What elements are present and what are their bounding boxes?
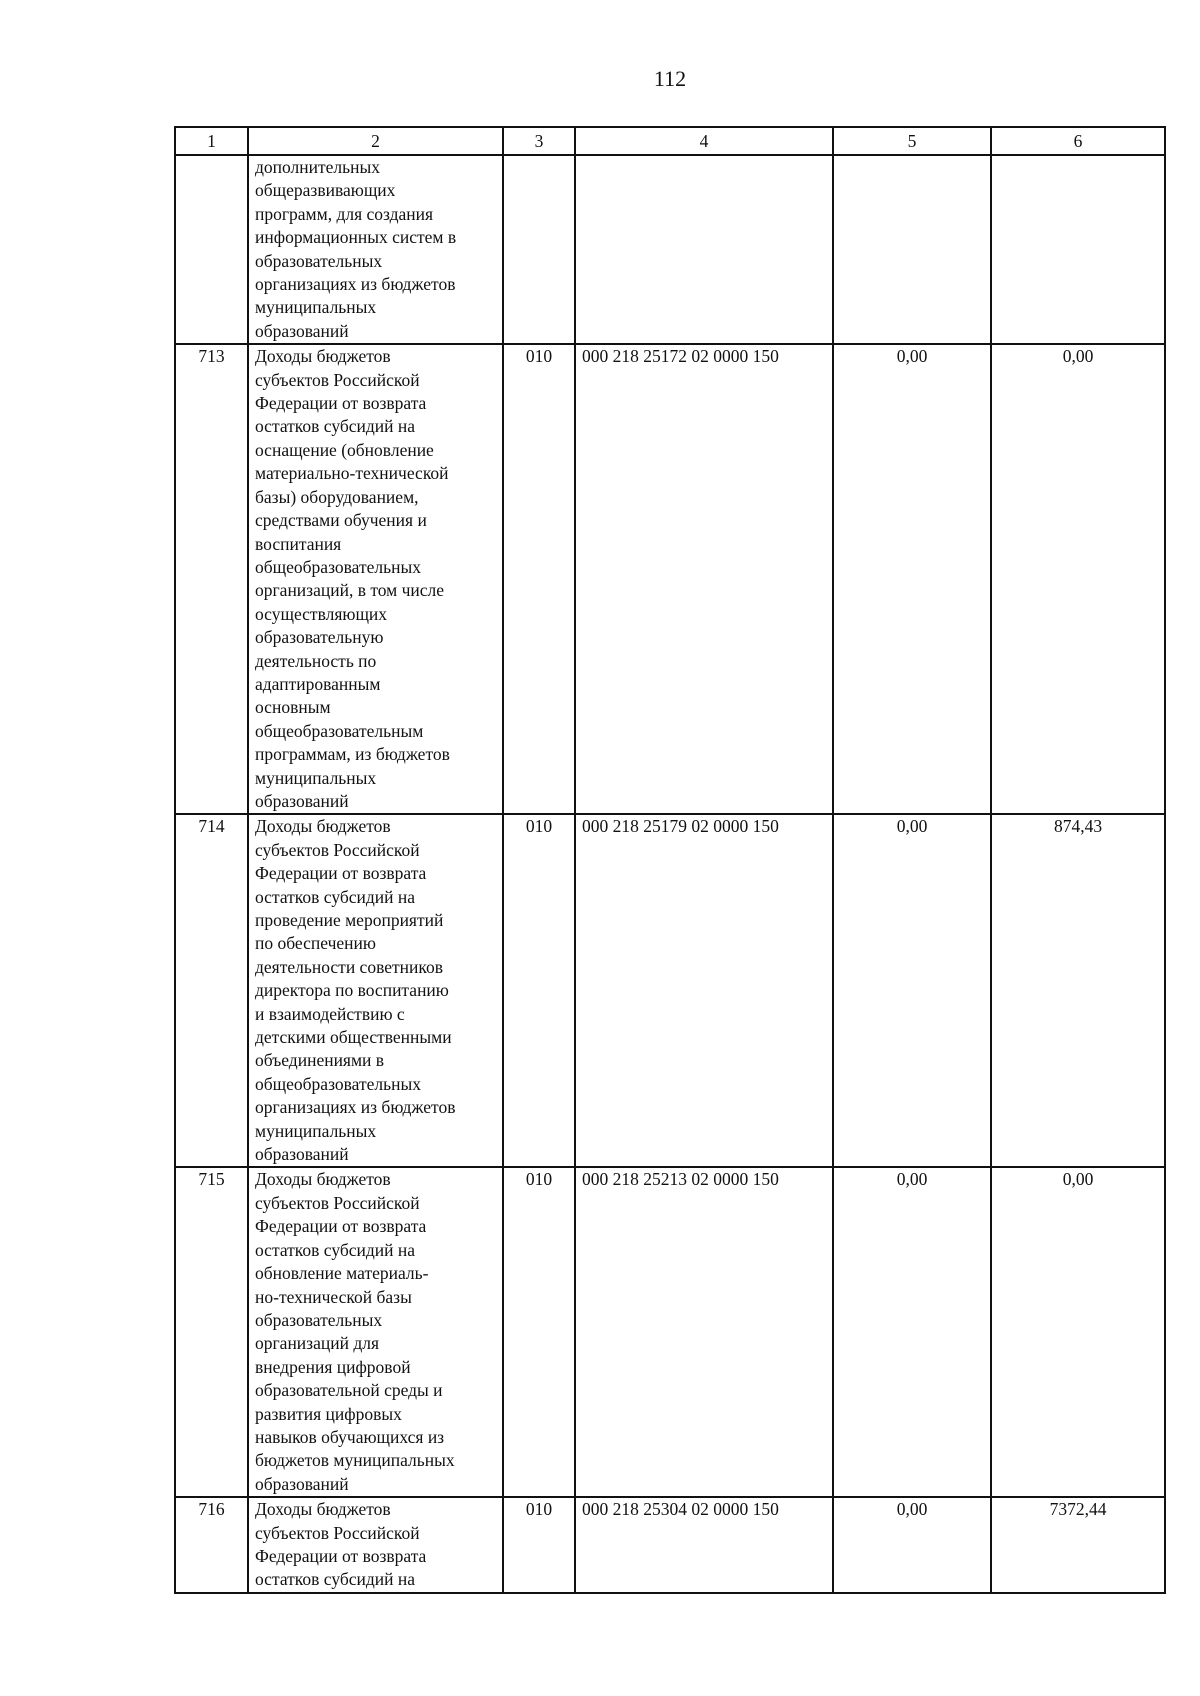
row-admin-code: 010: [503, 344, 575, 814]
row-description: Доходы бюджетов субъектов Российской Федерации от возврата остатков субсидий на обновление материаль- но-технической базы образовательных организаций для внедрения цифровой образовательной среды и развития цифровых навыков обучающихся из бюджетов муниципальных образований: [248, 1167, 503, 1497]
row-description: Доходы бюджетов субъектов Российской Федерации от возврата остатков субсидий на проведение мероприятий по обеспечению деятельности советников директора по воспитанию и взаимодействию с детскими общественными объединениями в общеобразовательных организациях из бюджетов муниципальных образований: [248, 814, 503, 1167]
row-description: дополнительных общеразвивающих программ, для создания информационных систем в образовательных организациях из бюджетов муниципальных образований: [248, 155, 503, 344]
row-budget-code: 000 218 25304 02 0000 150: [575, 1497, 833, 1593]
row-description: Доходы бюджетов субъектов Российской Федерации от возврата остатков субсидий на оснащение (обновление материально-технической базы) оборудованием, средствами обучения и воспитания общеобразовательных организаций, в том числе осуществляющих образовательную деятельность по адаптированным основным общеобразовательным программам, из бюджетов муниципальных образований: [248, 344, 503, 814]
row-number: 714: [175, 814, 248, 1167]
row-budget-code: 000 218 25213 02 0000 150: [575, 1167, 833, 1497]
row-number: 713: [175, 344, 248, 814]
header-cell-3: 3: [503, 127, 575, 155]
row-budget-code: [575, 155, 833, 344]
row-amount-6: 0,00: [991, 1167, 1165, 1497]
header-cell-6: 6: [991, 127, 1165, 155]
header-cell-5: 5: [833, 127, 991, 155]
row-admin-code: 010: [503, 1167, 575, 1497]
header-cell-4: 4: [575, 127, 833, 155]
table-row: [175, 1167, 1165, 1497]
header-cell-1: 1: [175, 127, 248, 155]
row-budget-code: 000 218 25179 02 0000 150: [575, 814, 833, 1167]
table-row: [175, 344, 1165, 814]
row-amount-6: [991, 155, 1165, 344]
table-row: [175, 155, 1165, 344]
row-amount-5: 0,00: [833, 1167, 991, 1497]
page-number: 112: [653, 66, 687, 91]
row-description: Доходы бюджетов субъектов Российской Федерации от возврата остатков субсидий на: [248, 1497, 503, 1593]
row-admin-code: 010: [503, 1497, 575, 1593]
row-admin-code: 010: [503, 814, 575, 1167]
table-row: [175, 1497, 1165, 1593]
row-number: [175, 155, 248, 344]
row-amount-5: 0,00: [833, 1497, 991, 1593]
table-header-row: [175, 127, 1165, 155]
row-budget-code: 000 218 25172 02 0000 150: [575, 344, 833, 814]
row-amount-6: 7372,44: [991, 1497, 1165, 1593]
row-number: 716: [175, 1497, 248, 1593]
table-row: [175, 814, 1165, 1167]
row-amount-5: 0,00: [833, 344, 991, 814]
row-amount-5: [833, 155, 991, 344]
row-number: 715: [175, 1167, 248, 1497]
header-cell-2: 2: [248, 127, 503, 155]
row-admin-code: [503, 155, 575, 344]
row-amount-6: 874,43: [991, 814, 1165, 1167]
row-amount-5: 0,00: [833, 814, 991, 1167]
budget-revenue-table: [174, 126, 1166, 1594]
row-amount-6: 0,00: [991, 344, 1165, 814]
